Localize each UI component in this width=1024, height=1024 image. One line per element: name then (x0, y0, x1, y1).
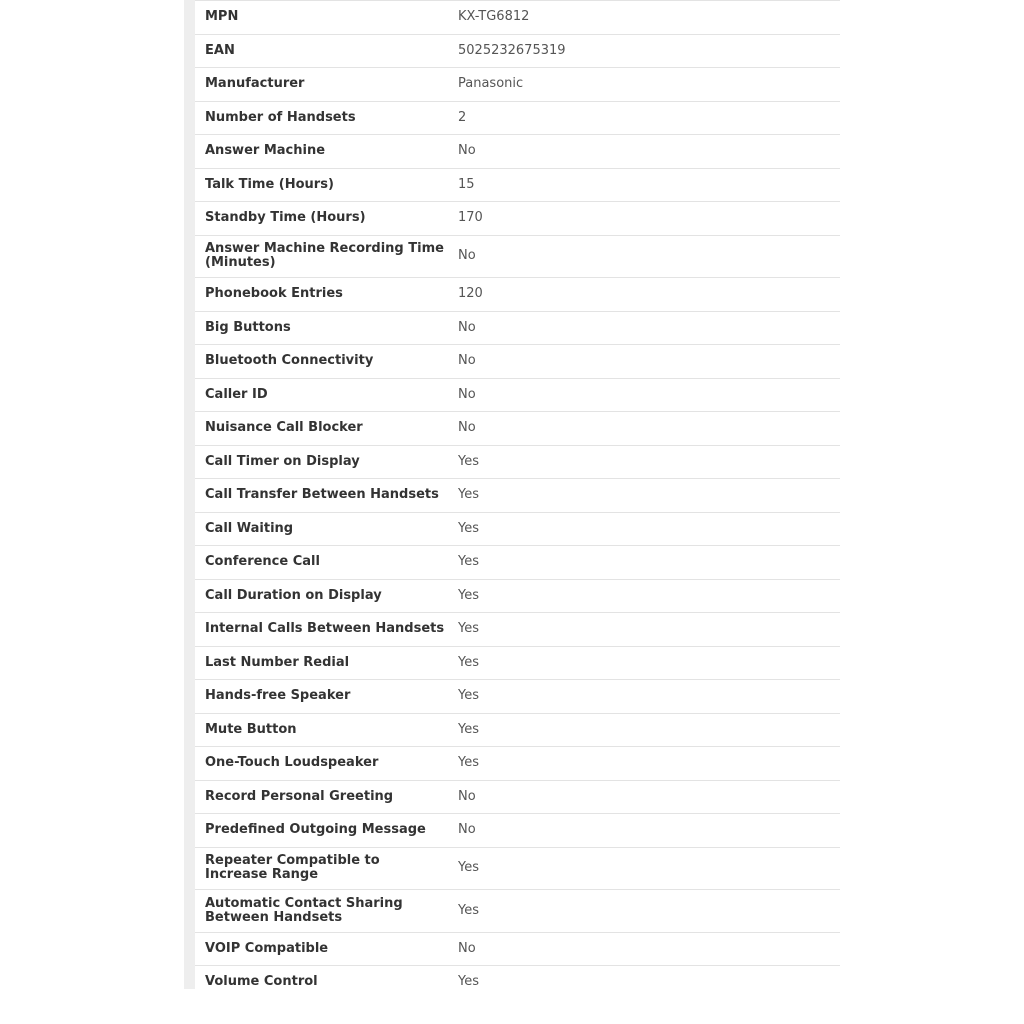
spec-label: One-Touch Loudspeaker (205, 755, 379, 771)
spec-row-volume-control (195, 965, 840, 999)
spec-row-talk-time (195, 168, 840, 202)
spec-value: No (458, 822, 476, 838)
spec-row-internal-calls (195, 612, 840, 646)
spec-row-manufacturer (195, 67, 840, 101)
spec-value: No (458, 353, 476, 369)
spec-label: Record Personal Greeting (205, 788, 394, 804)
spec-label: Bluetooth Connectivity (205, 353, 374, 369)
spec-label: Answer Machine (205, 143, 326, 159)
spec-label: Internal Calls Between Handsets (205, 621, 445, 637)
spec-label: Automatic Contact Sharing Between Handsets (205, 895, 403, 925)
spec-label: Manufacturer (205, 76, 305, 92)
spec-row-mute-button (195, 713, 840, 747)
spec-value: No (458, 248, 476, 264)
spec-value: Yes (458, 587, 479, 603)
spec-label: Repeater Compatible to Increase Range (205, 853, 380, 883)
spec-value: Yes (458, 721, 479, 737)
spec-value: 5025232675319 (458, 42, 566, 58)
spec-row-number-of-handsets (195, 101, 840, 135)
spec-row-hands-free-speaker (195, 679, 840, 713)
spec-label: Volume Control (205, 974, 318, 990)
spec-value: Yes (458, 621, 479, 637)
spec-label: Conference Call (205, 554, 320, 570)
spec-value: Yes (458, 520, 479, 536)
spec-label: Mute Button (205, 721, 297, 737)
spec-label: Standby Time (Hours) (205, 210, 366, 226)
spec-row-bluetooth (195, 344, 840, 378)
spec-label: Nuisance Call Blocker (205, 420, 363, 436)
spec-row-call-timer (195, 445, 840, 479)
spec-value: Yes (458, 974, 479, 990)
spec-row-standby-time (195, 201, 840, 235)
spec-value: Yes (458, 755, 479, 771)
spec-label: Last Number Redial (205, 654, 350, 670)
spec-value: No (458, 319, 476, 335)
spec-row-record-greeting (195, 780, 840, 814)
spec-label: MPN (205, 9, 239, 25)
spec-row-answer-machine (195, 134, 840, 168)
spec-label: EAN (205, 42, 235, 58)
spec-label: Number of Handsets (205, 109, 356, 125)
spec-label: Talk Time (Hours) (205, 176, 334, 192)
spec-value: No (458, 940, 476, 956)
spec-row-last-number-redial (195, 646, 840, 680)
spec-value: Yes (458, 554, 479, 570)
spec-label: Predefined Outgoing Message (205, 822, 426, 838)
spec-row-mpn (195, 0, 840, 34)
spec-value: 2 (458, 109, 467, 125)
spec-row-call-duration (195, 579, 840, 613)
spec-label: Big Buttons (205, 319, 291, 335)
spec-row-big-buttons (195, 311, 840, 345)
spec-value: No (458, 420, 476, 436)
spec-value: 15 (458, 176, 475, 192)
spec-row-caller-id (195, 378, 840, 412)
spec-label: Call Waiting (205, 520, 294, 536)
spec-row-contact-sharing (195, 889, 840, 932)
spec-row-one-touch-loudspeaker (195, 746, 840, 780)
spec-value: Yes (458, 688, 479, 704)
spec-row-voip-compatible (195, 932, 840, 966)
spec-label: Call Transfer Between Handsets (205, 487, 439, 503)
spec-value: No (458, 386, 476, 402)
spec-value: Yes (458, 654, 479, 670)
spec-label: Answer Machine Recording Time (Minutes) (205, 241, 444, 271)
spec-row-predefined-message (195, 813, 840, 847)
spec-row-nuisance-call-blocker (195, 411, 840, 445)
spec-value: KX-TG6812 (458, 9, 530, 25)
spec-value: 170 (458, 210, 483, 226)
spec-label: Caller ID (205, 386, 268, 402)
spec-row-conference-call (195, 545, 840, 579)
spec-label: Call Duration on Display (205, 587, 382, 603)
spec-row-ean (195, 34, 840, 68)
spec-value: No (458, 788, 476, 804)
spec-label: VOIP Compatible (205, 940, 329, 956)
spec-value: 120 (458, 286, 483, 302)
spec-row-call-waiting (195, 512, 840, 546)
spec-row-recording-time (195, 235, 840, 278)
spec-label: Call Timer on Display (205, 453, 360, 469)
spec-value: Yes (458, 902, 479, 918)
spec-row-phonebook-entries (195, 277, 840, 311)
spec-value: Yes (458, 453, 479, 469)
spec-value: Yes (458, 487, 479, 503)
left-gutter (184, 0, 195, 989)
spec-label: Hands-free Speaker (205, 688, 351, 704)
spec-value: Yes (458, 860, 479, 876)
spec-value: Panasonic (458, 76, 524, 92)
spec-row-repeater-compatible (195, 847, 840, 890)
spec-value: No (458, 143, 476, 159)
spec-row-call-transfer (195, 478, 840, 512)
spec-label: Phonebook Entries (205, 286, 343, 302)
spec-table (195, 0, 840, 999)
